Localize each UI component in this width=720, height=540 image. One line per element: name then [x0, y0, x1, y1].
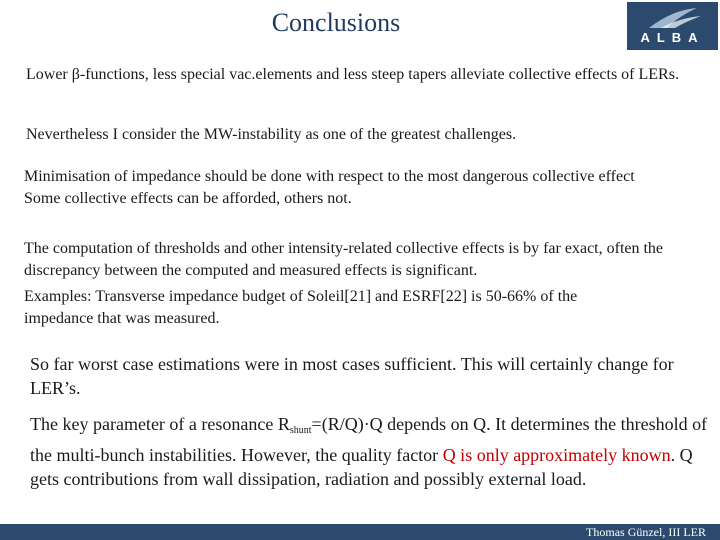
minimisation-line: Minimisation of impedance should be done with respect to the most dangerous collective effect: [24, 168, 635, 185]
shunt-subscript: shunt: [289, 425, 312, 436]
key-parameter-text-1: The key parameter of a resonance R: [30, 414, 290, 434]
paragraph-worst-case: So far worst case estimations were in most cases sufficient. This will certainly change for LER’s.: [30, 354, 674, 398]
footer-author: Thomas Günzel, III LER: [586, 525, 706, 539]
paragraph-key-parameter: [30, 412, 710, 491]
alba-logo: [627, 2, 718, 50]
paragraph-examples: Examples: Transverse impedance budget of Soleil[21] and ESRF[22] is 50-66% of the impedance that was measured.: [24, 288, 578, 327]
slide-title: Conclusions: [271, 8, 401, 37]
logo-text: ALBA: [640, 30, 705, 45]
key-parameter-text-2: =(R/Q)·Q depends on Q. It determines the threshold of the multi-bunch instabilities. However, the quality factor: [30, 414, 708, 465]
paragraph-computation: The computation of thresholds and other intensity-related collective effects is by far exact, often the discrepancy between the computed and measured effects is significant.: [24, 240, 664, 279]
q-highlight: Q is only approximately known: [442, 445, 671, 465]
paragraph-minimisation: [24, 166, 718, 210]
afforded-line: Some collective effects can be afforded, others not.: [24, 190, 352, 207]
paragraph-lower-beta: Lower β-functions, less special vac.elements and less steep tapers alleviate collective effects of LERs.: [26, 66, 679, 83]
footer-bar: [0, 524, 720, 540]
logo-swoosh-icon: [627, 2, 718, 32]
paragraph-mw-instability: Nevertheless I consider the MW-instability as one of the greatest challenges.: [26, 126, 517, 143]
key-parameter-text-3: . Q gets contributions from wall dissipation, radiation and possibly external load.: [30, 445, 693, 489]
